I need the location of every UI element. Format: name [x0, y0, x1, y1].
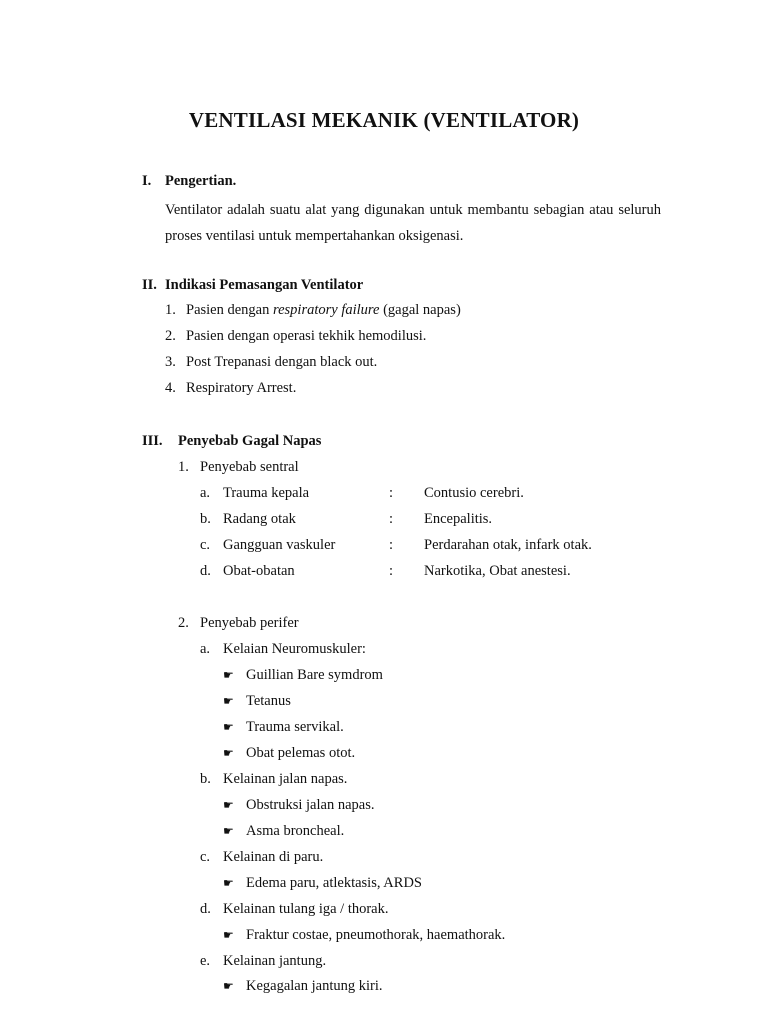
peripheral-cause-label: Penyebab perifer — [200, 615, 299, 631]
bullet-item: Guillian Bare symdrom — [246, 667, 383, 683]
bullet-item: Tetanus — [246, 693, 291, 709]
indication-1-number: 1. — [165, 302, 176, 318]
section-3-number: III. — [142, 433, 163, 449]
central-row-c-desc: Perdarahan otak, infark otak. — [424, 537, 592, 553]
indication-2-text: Pasien dengan operasi tekhik hemodilusi. — [186, 328, 427, 344]
bullet-item: Obstruksi jalan napas. — [246, 797, 375, 813]
bullet-item: Kegagalan jantung kiri. — [246, 978, 383, 994]
pointing-hand-icon: ☛ — [223, 668, 234, 682]
bullet-item: Fraktur costae, pneumothorak, haemathorak. — [246, 927, 506, 943]
pointing-hand-icon: ☛ — [223, 979, 234, 993]
peripheral-group-e-label: Kelainan jantung. — [223, 953, 327, 969]
indication-2-number: 2. — [165, 328, 176, 344]
section-3-heading: Penyebab Gagal Napas — [178, 433, 322, 449]
peripheral-group-d-label: Kelainan tulang iga / thorak. — [223, 901, 389, 917]
central-row-d-letter: d. — [200, 563, 211, 579]
indication-1-post: (gagal napas) — [379, 302, 461, 318]
pointing-hand-icon: ☛ — [223, 746, 234, 760]
indication-3-number: 3. — [165, 354, 176, 370]
central-row-b-letter: b. — [200, 511, 211, 527]
central-row-a-term: Trauma kepala — [223, 485, 310, 501]
central-row-b-desc: Encepalitis. — [424, 511, 493, 527]
section-1-paragraph: Ventilator adalah suatu alat yang digunakan untuk membantu sebagian atau seluruh proses ventilasi untuk mempertahankan oksigenasi. — [165, 202, 661, 244]
central-row-c-term: Gangguan vaskuler — [223, 537, 336, 553]
central-row-c-letter: c. — [200, 537, 211, 553]
page-title: VENTILASI MEKANIK (VENTILATOR) — [188, 108, 580, 132]
peripheral-group-a-label: Kelaian Neuromuskuler: — [223, 641, 366, 657]
indication-3-text: Post Trepanasi dengan black out. — [186, 354, 378, 370]
pointing-hand-icon: ☛ — [223, 798, 234, 812]
section-1-heading: Pengertian. — [165, 173, 237, 189]
pointing-hand-icon: ☛ — [223, 720, 234, 734]
central-row-d-separator: : — [389, 563, 394, 579]
section-1-number: I. — [142, 173, 152, 189]
peripheral-group-b-label: Kelainan jalan napas. — [223, 771, 348, 787]
central-row-a-separator: : — [389, 485, 394, 501]
peripheral-group-a-letter: a. — [200, 641, 211, 657]
peripheral-cause-number: 2. — [178, 615, 189, 631]
central-row-d-desc: Narkotika, Obat anestesi. — [424, 563, 571, 579]
indication-1-pre: Pasien dengan — [186, 302, 273, 318]
peripheral-group-d-letter: d. — [200, 901, 211, 917]
pointing-hand-icon: ☛ — [223, 876, 234, 890]
indication-4-number: 4. — [165, 380, 176, 396]
central-row-d-term: Obat-obatan — [223, 563, 295, 579]
bullet-item: Obat pelemas otot. — [246, 745, 356, 761]
central-row-a-desc: Contusio cerebri. — [424, 485, 524, 501]
peripheral-group-c-label: Kelainan di paru. — [223, 849, 324, 865]
central-cause-number: 1. — [178, 459, 189, 475]
pointing-hand-icon: ☛ — [223, 928, 234, 942]
peripheral-group-e-letter: e. — [200, 953, 211, 969]
central-row-c-separator: : — [389, 537, 394, 553]
central-row-b-separator: : — [389, 511, 394, 527]
bullet-item: Edema paru, atlektasis, ARDS — [246, 875, 422, 891]
pointing-hand-icon: ☛ — [223, 694, 234, 708]
peripheral-group-b-letter: b. — [200, 771, 211, 787]
indication-1-text — [186, 301, 461, 319]
section-2-heading: Indikasi Pemasangan Ventilator — [165, 277, 364, 293]
indication-4-text: Respiratory Arrest. — [186, 380, 297, 396]
pointing-hand-icon: ☛ — [223, 824, 234, 838]
central-row-a-letter: a. — [200, 485, 211, 501]
bullet-item: Trauma servikal. — [246, 719, 344, 735]
bullet-item: Asma broncheal. — [246, 823, 345, 839]
indication-1-italic: respiratory failure — [272, 302, 380, 318]
central-row-b-term: Radang otak — [223, 511, 296, 527]
peripheral-group-c-letter: c. — [200, 849, 211, 865]
section-2-number: II. — [142, 277, 157, 293]
central-cause-label: Penyebab sentral — [200, 459, 299, 475]
